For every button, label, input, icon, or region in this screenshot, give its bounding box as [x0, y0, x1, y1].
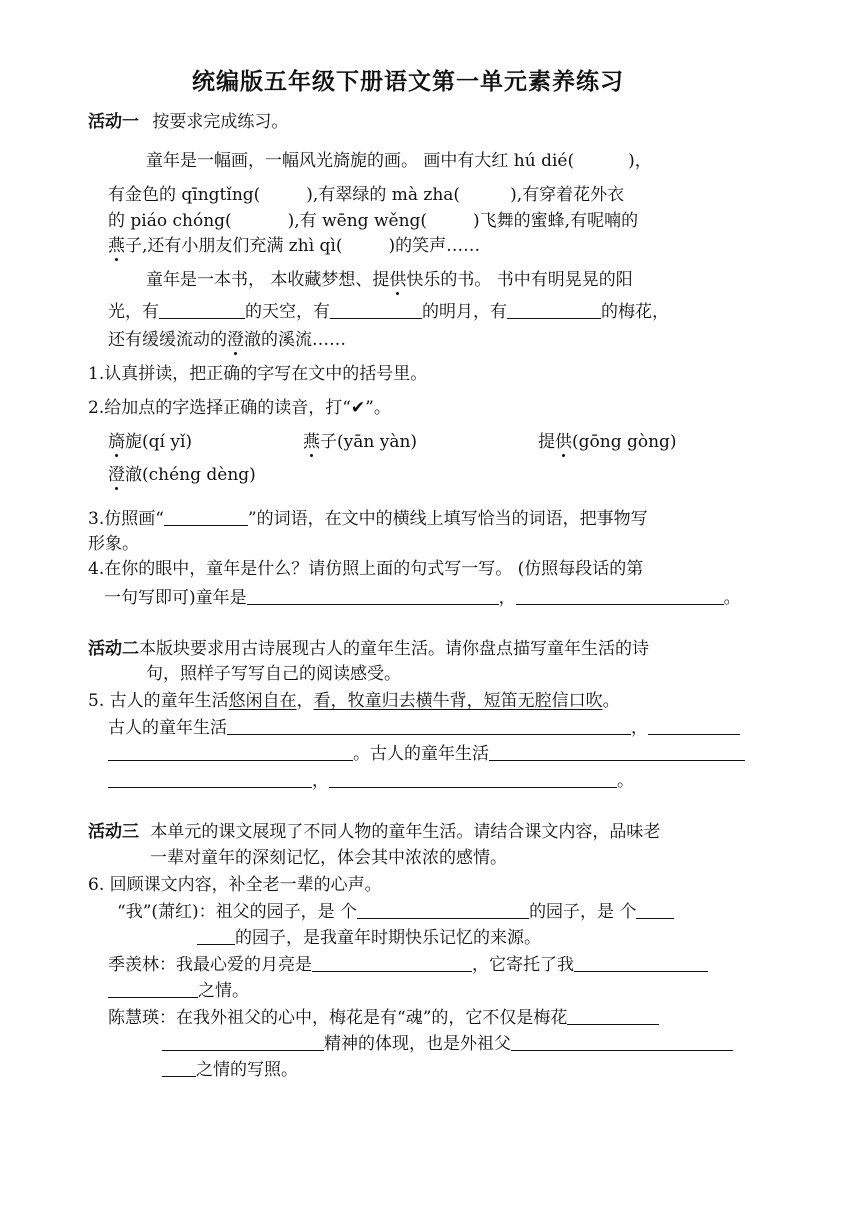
punct: 。	[723, 588, 741, 608]
dotted-char: 供	[389, 270, 407, 290]
xiaohong-line-2	[197, 926, 541, 950]
chenhuiying-line-2	[162, 1032, 733, 1056]
fill-blank-q5-1[interactable]	[227, 716, 631, 735]
punct: 。	[617, 771, 634, 791]
fill-blank-sky[interactable]	[159, 300, 245, 319]
fill-blank-xiao-1[interactable]	[357, 900, 529, 919]
jixianlin-line-2	[108, 979, 249, 1003]
passage-text: 有金色的 qīngtǐng(	[108, 185, 261, 205]
passage-text: 快乐的书。 书中有明晃晃的阳	[406, 270, 633, 290]
choice-text: 子(yān yàn)	[320, 432, 418, 452]
question-text: “我”(萧红)：祖父的园子，是 个	[117, 902, 358, 922]
fill-blank-childhood-1[interactable]	[247, 586, 499, 605]
question-text: ”的词语，在文中的横线上填写恰当的词语，把事物写	[247, 509, 648, 529]
fill-blank-q5-3[interactable]	[108, 742, 353, 761]
dotted-char: 旖	[108, 432, 125, 452]
choice-text: 澈(chéng dèng)	[125, 465, 256, 485]
passage-line-3	[108, 209, 638, 233]
sample-underline	[164, 507, 248, 526]
choice-text: 提	[538, 432, 555, 452]
question-text: 5. 古人的童年生活	[88, 691, 229, 711]
passage-line-7	[108, 328, 346, 352]
fill-blank-plum[interactable]	[507, 300, 601, 319]
passage-text: 的 piáo chóng(	[108, 211, 232, 231]
activity2-header	[88, 637, 649, 661]
question-text: 的园子，是 个	[529, 902, 637, 922]
fill-blank-ji-1[interactable]	[312, 953, 472, 972]
fill-blank-chen-2[interactable]	[511, 1032, 733, 1051]
question-text: ，它寄托了我	[472, 955, 574, 975]
xiaohong-line-1	[117, 900, 674, 924]
question-5	[88, 689, 620, 713]
question-text: 之情的写照。	[196, 1060, 298, 1080]
question-1: 1.认真拼读，把正确的字写在文中的括号里。	[88, 364, 428, 384]
passage-text: 童年是一幅画，一幅风光旖旎的画。 画中有大红 hú dié(	[146, 151, 575, 171]
passage-text: )飞舞的蜜蜂,有呢喃的	[473, 211, 639, 231]
punct: ，	[296, 691, 314, 711]
activity1-label: 活动一	[88, 112, 139, 132]
punct: ，	[498, 588, 516, 608]
passage-text: 还有缓缓流动的	[108, 330, 227, 350]
activity3-instruction-cont: 一辈对童年的深刻记忆，体会其中浓浓的感情。	[150, 848, 507, 868]
fill-blank-moon[interactable]	[330, 300, 422, 319]
fill-blank-ji-2-cont[interactable]	[108, 979, 198, 998]
fill-blank-xiao-2[interactable]	[636, 900, 674, 919]
passage-text: 澈的溪流……	[244, 330, 346, 350]
question-text: 一句写即可)童年是	[104, 588, 247, 608]
activity3-instruction: 本单元的课文展现了不同人物的童年生活。请结合课文内容，品味老	[150, 822, 661, 842]
question-text: 古人的童年生活	[108, 718, 227, 738]
dotted-char: 澄	[227, 330, 244, 350]
fill-blank-q5-2[interactable]	[648, 716, 740, 735]
question-text: 季羡林：我最心爱的月亮是	[108, 955, 312, 975]
passage-text: )的笑声……	[388, 236, 481, 256]
fill-blank-childhood-2[interactable]	[516, 586, 724, 605]
passage-text: 的梅花，	[601, 302, 669, 322]
fill-blank-q5-4[interactable]	[489, 742, 745, 761]
activity3-header	[88, 820, 660, 844]
passage-text: 童年是一本书， 本收藏梦想、提	[146, 270, 390, 290]
activity2-instruction-cont: 句，照样子写写自己的阅读感受。	[146, 664, 401, 684]
pinyin-choice-2[interactable]	[303, 430, 417, 454]
passage-text: 的明月，有	[422, 302, 507, 322]
question-text: 精神的体现，也是外祖父	[324, 1034, 511, 1054]
question-2: 2.给加点的字选择正确的读音，打“✔”。	[88, 398, 391, 418]
question-text: 的园子，是我童年时期快乐记忆的来源。	[235, 928, 541, 948]
passage-line-5	[146, 268, 633, 292]
passage-text: 子,还有小朋友们充满 zhì qì(	[125, 236, 343, 256]
punct: ，	[631, 718, 648, 738]
question-4: 4.在你的眼中，童年是什么？请仿照上面的句式写一写。 (仿照每段话的第	[88, 559, 644, 579]
activity1-header	[88, 110, 288, 134]
question-4-cont	[104, 586, 741, 610]
fill-blank-q5-6[interactable]	[329, 769, 617, 788]
activity2-instruction: 本版块要求用古诗展现古人的童年生活。请你盘点描写童年生活的诗	[139, 639, 649, 659]
activity1-instruction: 按要求完成练习。	[152, 112, 289, 132]
passage-line-4	[108, 234, 480, 258]
chenhuiying-line-3	[162, 1058, 298, 1082]
punct: ，	[312, 771, 329, 791]
activity2-label: 活动二	[88, 639, 139, 659]
passage-text: )，	[628, 151, 652, 171]
example-poem: 看，牧童归去横牛背，短笛无腔信口吹	[313, 691, 603, 711]
q5-line-2	[108, 742, 745, 766]
passage-line-6	[108, 300, 669, 324]
q5-line-1	[108, 716, 740, 740]
chenhuiying-line-1	[108, 1006, 659, 1030]
pinyin-choice-3[interactable]	[538, 430, 677, 454]
passage-text: 光，有	[108, 302, 159, 322]
page-title: 统编版五年级下册语文第一单元素养练习	[192, 68, 624, 95]
question-3-cont: 形象。	[88, 534, 139, 554]
fill-blank-chen-1-cont[interactable]	[162, 1032, 324, 1051]
fill-blank-q5-5[interactable]	[108, 769, 312, 788]
choice-text: (gōng gòng)	[572, 432, 677, 452]
passage-line-2	[108, 183, 624, 207]
example-underlined: 悠闲自在	[228, 691, 297, 711]
passage-text: ),有 wēng wěng(	[287, 211, 428, 231]
dotted-char: 供	[555, 432, 572, 452]
choice-text: 旎(qí yǐ)	[125, 432, 193, 452]
activity3-label: 活动三	[88, 822, 139, 842]
pinyin-choice-4[interactable]	[108, 463, 256, 487]
dotted-char: 澄	[108, 465, 125, 485]
fill-blank-chen-2-cont[interactable]	[162, 1058, 196, 1077]
fill-blank-ji-2[interactable]	[574, 953, 708, 972]
q5-line-3	[108, 769, 634, 793]
question-text: 陈慧瑛：在我外祖父的心中，梅花是有“魂”的，它不仅是梅花	[108, 1008, 568, 1028]
pinyin-choice-1[interactable]	[108, 430, 192, 454]
question-text: 之情。	[198, 981, 249, 1001]
passage-text: ),有翠绿的 mà zha(	[306, 185, 461, 205]
jixianlin-line-1	[108, 953, 708, 977]
passage-text: ),有穿着花外衣	[510, 185, 625, 205]
question-3	[88, 507, 648, 531]
question-text: 3.仿照画“	[88, 509, 164, 529]
passage-line-1	[146, 149, 652, 173]
question-text: 。古人的童年生活	[353, 744, 489, 764]
punct: 。	[602, 691, 620, 711]
fill-blank-chen-1[interactable]	[567, 1006, 659, 1025]
question-6: 6. 回顾课文内容，补全老一辈的心声。	[88, 875, 382, 895]
fill-blank-xiao-2-cont[interactable]	[197, 926, 235, 945]
dotted-char: 燕	[303, 432, 320, 452]
dotted-char: 燕	[108, 236, 125, 256]
passage-text: 的天空，有	[245, 302, 330, 322]
